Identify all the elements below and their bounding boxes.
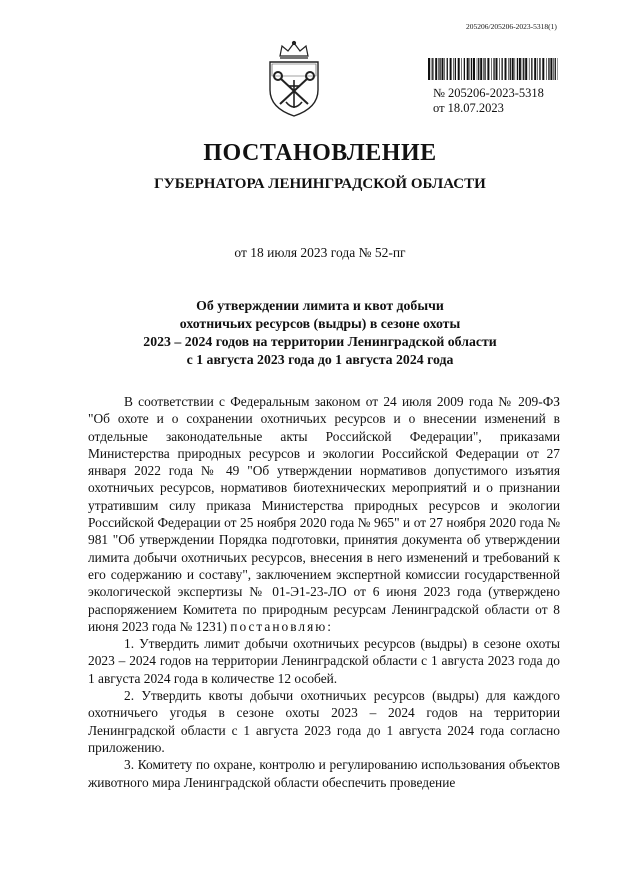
heading-line: охотничьих ресурсов (выдры) в сезоне охоты	[179, 316, 461, 331]
barcode-bar	[534, 58, 536, 80]
decree-item: 3. Комитету по охране, контролю и регулированию использования объектов животного мира Ленинградской области обеспечить проведение	[88, 757, 560, 790]
barcode-bar	[483, 58, 484, 80]
barcode-bar	[432, 58, 433, 80]
barcode-bar	[537, 58, 538, 80]
barcode-bar	[491, 58, 492, 80]
barcode-bar	[525, 58, 527, 80]
document-reference-number: 205206/205206-2023-5318(1)	[466, 22, 557, 31]
registration-block	[433, 86, 544, 116]
preamble-text: В соответствии с Федеральным законом от 24 июля 2009 года № 209-ФЗ "Об охоте и о сохранении охотничьих ресурсов и о внесении изменений в отдельные законодательные акты Российской Федерации", приказами Министерства природных ресурсов и экологии Российской Федерации от 27 января 2022 года № 49 "Об утверждении нормативов допустимого изъятия охотничьих ресурсов, нормативов биотехнических мероприятий и о признании утратившим силу приказа Министерства природных ресурсов и экологии Российской Федерации от 25 ноября 2020 года № 965" и от 27 ноября 2020 года № 981 "Об утверждении Порядка подготовки, принятия документа об утверждении лимита добычи охотничьих ресурсов, внесения в него изменений и требований к его содержанию и составу", заключением экспертной комиссии государственной экологической экспертизы № 01-Э1-23-ЛО от 6 июня 2023 года (утверждено распоряжением Комитета по природным ресурсам Ленинградской области от 8 июня 2023 года № 1231)	[88, 394, 560, 634]
barcode-icon	[428, 58, 558, 80]
barcode-bar	[505, 58, 507, 80]
barcode-bar	[512, 58, 514, 80]
barcode-bar	[480, 58, 482, 80]
barcode-bar	[453, 58, 454, 80]
heading-line: с 1 августа 2023 года до 1 августа 2024 года	[186, 352, 454, 367]
document-issuer: ГУБЕРНАТОРА ЛЕНИНГРАДСКОЙ ОБЛАСТИ	[154, 176, 486, 192]
decree-date-number: от 18 июля 2023 года № 52-пг	[234, 245, 406, 260]
barcode-bar	[499, 58, 500, 80]
barcode-bar	[548, 58, 549, 80]
barcode-bar	[523, 58, 524, 80]
decree-body	[88, 393, 560, 791]
barcode-bar	[467, 58, 469, 80]
barcode-bar	[539, 58, 540, 80]
barcode-bar	[473, 58, 475, 80]
document-title: ПОСТАНОВЛЕНИЕ	[203, 140, 437, 166]
barcode-bar	[484, 58, 485, 80]
barcode-bar	[487, 58, 489, 80]
barcode-bar	[493, 58, 494, 80]
crown-icon	[280, 42, 308, 59]
barcode-bar	[515, 58, 516, 80]
barcode-bar	[529, 58, 530, 80]
barcode-bar	[438, 58, 439, 80]
barcode-bar	[542, 58, 544, 80]
barcode-bar	[531, 58, 532, 80]
coat-of-arms-emblem	[262, 40, 326, 118]
barcode-bar	[464, 58, 465, 80]
registration-number: № 205206-2023-5318	[433, 86, 544, 100]
barcode-bar	[428, 58, 430, 80]
barcode-bar	[555, 58, 556, 80]
barcode-bar	[447, 58, 448, 80]
barcode-bar	[442, 58, 444, 80]
barcode-bar	[522, 58, 523, 80]
barcode-bar	[508, 58, 509, 80]
barcode-bar	[455, 58, 456, 80]
barcode-bar	[450, 58, 452, 80]
barcode-bar	[510, 58, 511, 80]
barcode-bar	[461, 58, 462, 80]
heading-line: Об утверждении лимита и квот добычи	[196, 298, 444, 313]
preamble-paragraph	[88, 393, 560, 635]
barcode-bar	[553, 58, 554, 80]
barcode-bar	[478, 58, 479, 80]
anchor-icon	[286, 80, 302, 108]
barcode-bar	[546, 58, 547, 80]
decree-heading	[0, 297, 640, 369]
barcode-bar	[435, 58, 437, 80]
decree-item: 2. Утвердить квоты добычи охотничьих ресурсов (выдры) для каждого охотничьего угодья в сезоне охоты 2023 – 2024 годов на территории Ленинградской области с 1 августа 2023 года до 1 августа 2024 года согласно приложению.	[88, 688, 560, 755]
barcode-bar	[496, 58, 498, 80]
barcode-bar	[477, 58, 478, 80]
barcode-bar	[502, 58, 503, 80]
barcode-bar	[519, 58, 521, 80]
barcode-bar	[431, 58, 432, 80]
registration-date: от 18.07.2023	[433, 101, 504, 115]
barcode-bar	[444, 58, 445, 80]
decree-word: постановляю:	[230, 618, 333, 634]
barcode-bar	[550, 58, 552, 80]
barcode-bar	[470, 58, 471, 80]
decree-item: 1. Утвердить лимит добычи охотничьих ресурсов (выдры) в сезоне охоты 2023 – 2024 годов на территории Ленинградской области с 1 августа 2023 года до 1 августа 2024 года в количестве 12 особей.	[88, 636, 560, 686]
barcode-bar	[458, 58, 460, 80]
heading-line: 2023 – 2024 годов на территории Ленинградской области	[143, 334, 497, 349]
barcode-bar	[517, 58, 518, 80]
barcode-bar	[471, 58, 472, 80]
barcode-bar	[439, 58, 440, 80]
